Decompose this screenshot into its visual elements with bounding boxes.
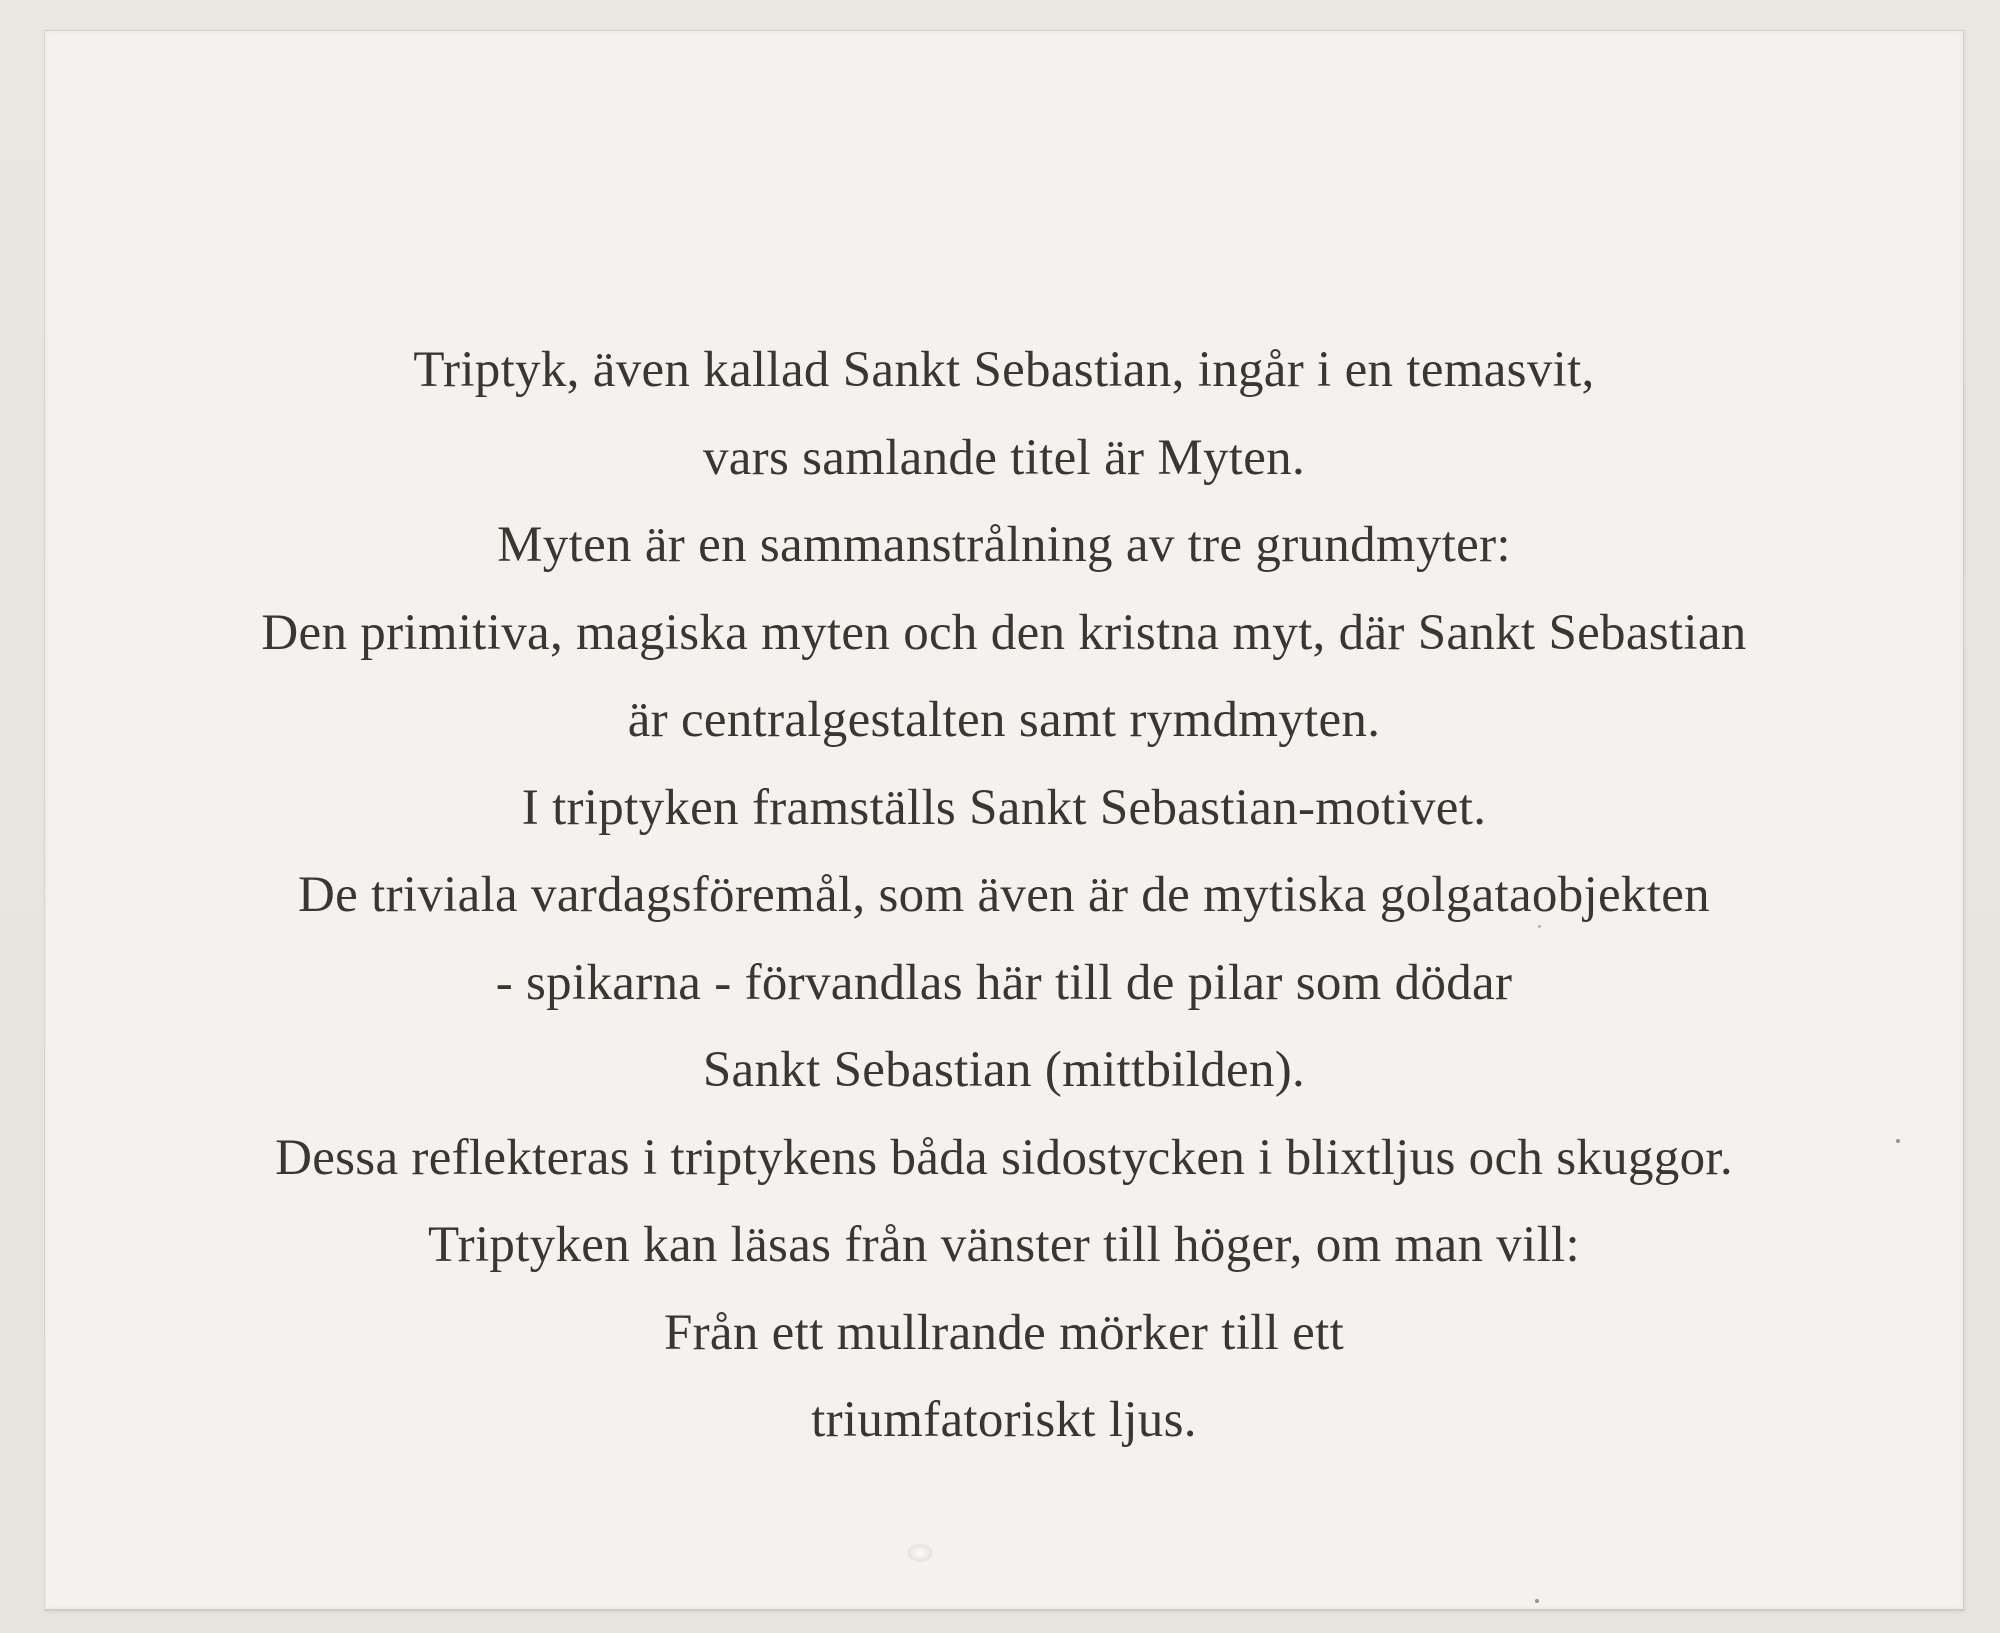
text-card bbox=[44, 30, 1964, 1611]
text-line: är centralgestalten samt rymdmyten. bbox=[627, 692, 1381, 748]
text-line: - spikarna - förvandlas här till de pilar som dödar bbox=[495, 954, 1513, 1011]
text-line: vars samlande titel är Myten. bbox=[702, 429, 1306, 486]
paper-speck bbox=[1538, 925, 1541, 928]
text-line: Myten är en sammanstrålning av tre grundmyter: bbox=[497, 517, 1511, 573]
text-line: Dessa reflekteras i triptykens båda sidostycken i blixtljus och skuggor. bbox=[275, 1129, 1733, 1186]
paper-dent bbox=[907, 1544, 933, 1562]
text-line: triumfatoriskt ljus. bbox=[811, 1392, 1197, 1448]
text-line: Triptyk, även kallad Sankt Sebastian, ingår i en temasvit, bbox=[413, 342, 1595, 398]
paper-speck bbox=[1896, 1139, 1900, 1143]
text-line: Från ett mullrande mörker till ett bbox=[663, 1304, 1345, 1361]
text-line: De triviala vardagsföremål, som även är de mytiska golgataobjekten bbox=[298, 867, 1710, 923]
text-line: Triptyken kan läsas från vänster till höger, om man vill: bbox=[428, 1217, 1580, 1273]
text-block bbox=[45, 327, 1963, 1465]
text-line: Sankt Sebastian (mittbilden). bbox=[702, 1042, 1306, 1098]
paper-speck bbox=[1535, 1599, 1539, 1603]
text-line: Den primitiva, magiska myten och den kristna myt, där Sankt Sebastian bbox=[261, 604, 1747, 661]
text-line: I triptyken framställs Sankt Sebastian-motivet. bbox=[521, 779, 1487, 836]
